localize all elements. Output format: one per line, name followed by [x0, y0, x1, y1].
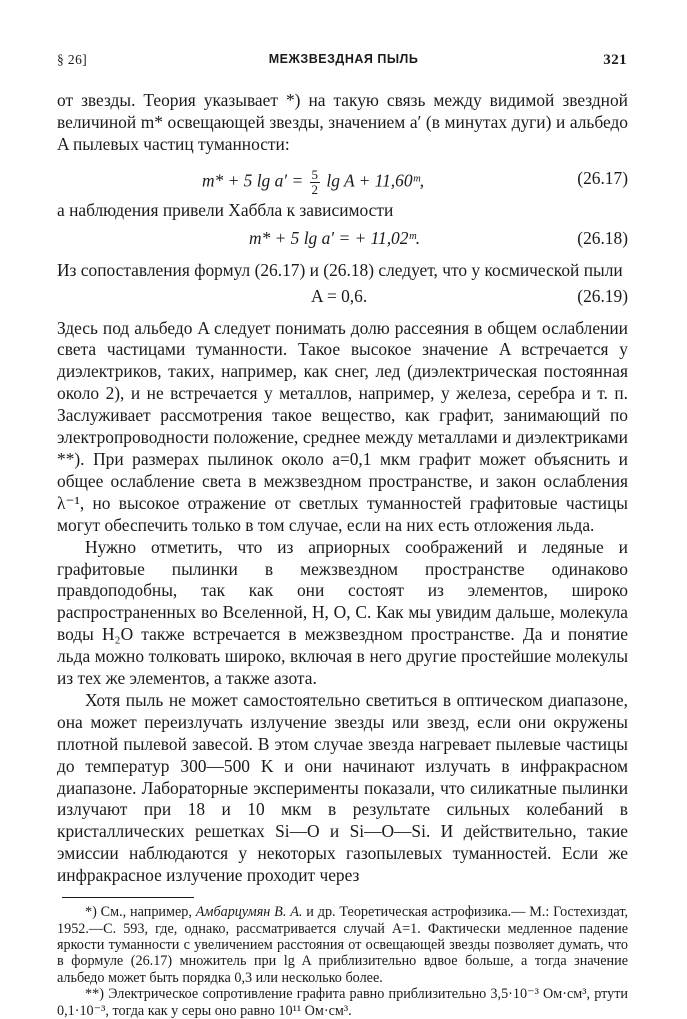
paragraph-1: от звезды. Теория указывает *) на такую связь между видимой звездной величиной m* освещающей звезды, значением a′ (в минутах дуги) и альбедо A пылевых частиц туманности: — [57, 90, 628, 154]
fraction-numerator: 5 — [311, 166, 319, 182]
equation-26-19-number: (26.19) — [577, 285, 628, 306]
paragraph-6: Хотя пыль не может самостоятельно светиться в оптическом диапазоне, она может переизлучать излучение звезды или звезд, если они окружены плотной пылевой завесой. В этом случае звезда нагревает пылевые частицы до температур 300—500 K и они начинают излучать в инфракрасном диапазоне. Лабораторные эксперименты показали, что силикатные пылинки излучают при 18 и 10 мкм в результате сильных колебаний в кристаллических решетках Si—O и Si—O—Si. И действительно, такие эмиссии наблюдаются у некоторых газопылевых туманностей. Если же инфракрасное излучение проходит через — [57, 689, 628, 886]
footnote-1-author: Амбарцумян В. А. — [195, 904, 303, 921]
equation-26-17 — [57, 156, 628, 200]
fraction — [310, 168, 321, 197]
section-number: § 26] — [57, 52, 88, 67]
page-body — [57, 90, 628, 1019]
equation-26-17-expression — [202, 168, 424, 197]
equation-26-18-expression: m* + 5 lg a′ = + 11,02ᵐ. — [249, 227, 421, 248]
equation-26-18-number: (26.18) — [577, 227, 628, 248]
equation-26-18 — [57, 222, 628, 260]
paragraph-5: Нужно отметить, что из априорных соображений и ледяные и графитовые пылинки в межзвездном пространстве одинаково правдоподобны, так как они состоят из элементов, широко распространенных во Вселенной, H, O, C. Как мы увидим дальше, молекула воды H₂O также встречается в межзвездном пространстве. Да и понятие льда можно толковать широко, включая в него другие простейшие молекулы из тех же элементов, а также азота. — [57, 536, 628, 689]
running-title: МЕЖЗВЕЗДНАЯ ПЫЛЬ — [268, 52, 419, 66]
equation-26-17-rhs: lg A + 11,60ᵐ, — [326, 170, 425, 191]
fraction-denominator: 2 — [311, 181, 319, 197]
paragraph-2: а наблюдения привели Хаббла к зависимости — [57, 199, 394, 220]
equation-26-19 — [57, 282, 628, 318]
paragraph-4: Здесь под альбедо A следует понимать долю рассеяния в общем ослаблении света частицами туманности. Такое высокое значение A встречается у диэлектриков, таких, например, как снег, лед (диэлектрическая постоянная около 2), и не встречается у металлов, например, у железа, серебра и т. п. Заслуживает рассмотрения такое вещество, как графит, занимающий по электропроводности положение, среднее между металлами и диэлектриками **). При размерах пылинок около a=0,1 мкм графит может объяснить и общее ослабление света в межзвездном пространстве, и закон ослабления λ⁻¹, но высокое отражение от светлых туманностей графитовые частицы могут обеспечить только в том случае, если на них есть отложения льда. — [57, 317, 628, 535]
equation-26-17-number: (26.17) — [577, 167, 628, 188]
footnote-2: **) Электрическое сопротивление графита равно приблизительно 3,5·10⁻³ Ом·см³, ртути 0,1·10⁻³, тогда как у серы оно равно 10¹¹ Ом·см³. — [57, 986, 628, 1019]
footnote-1-mark: *) См., например, — [85, 904, 192, 921]
equation-26-17-lhs: m* + 5 lg a′ = — [202, 170, 304, 191]
page-number: 321 — [603, 52, 627, 68]
footnote-1-text: и др. Теоретическая астрофизика.— М.: Гостехиздат, 1952.—С. 593, где, однако, рассматривается случай A=1. Фактически медленное падение яркости туманности с увеличением расстояния от освещающей звезды позволяет думать, что в формуле (26.17) множитель при lg A приблизительно вдвое больше, а тогда значение альбедо может быть порядка 0,3 или несколько более. — [57, 904, 629, 986]
paragraph-3: Из сопоставления формул (26.17) и (26.18) следует, что у космической пыли — [57, 259, 623, 280]
equation-26-19-expression: A = 0,6. — [311, 285, 368, 306]
footnote-1 — [57, 904, 628, 986]
footnote-divider — [62, 897, 194, 898]
